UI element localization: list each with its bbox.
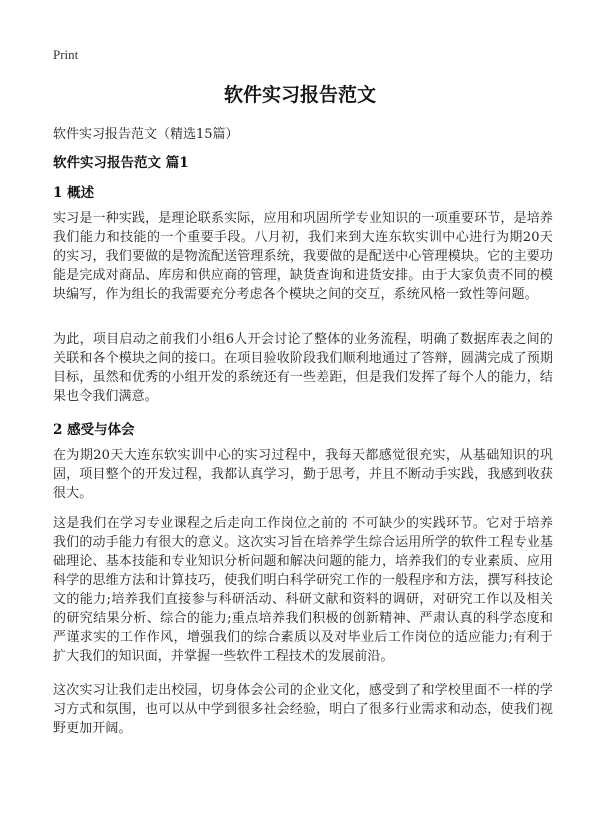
- section-title: 软件实习报告范文 篇1: [53, 155, 189, 171]
- paragraph-5: 这次实习让我们走出校园，切身体会公司的企业文化，感受到了和学校里面不一样的学习方式和氛围，也可以从中学到很多社会经验，明白了很多行业需求和动态，使我们视野更加开阔。: [53, 683, 553, 736]
- heading-experience: 2 感受与体会: [53, 422, 135, 438]
- paragraph-4: 这是我们在学习专业课程之后走向工作岗位之前的 不可缺少的实践环节。它对于培养我们的动手能力有很大的意义。这次实习旨在培养学生综合运用所学的软件工程专业基础理论、基本技能和专业知识分析问题和解决问题的能力，培养我们的专业素质、应用科学的思维方法和计算技巧，使我们明白科学研究工作的一般程序和方法，撰写科技论文的能力;培养我们直接参与科研活动、科研文献和资料的调研，对研究工作以及相关的研究结果分析、综合的能力;重点培养我们积极的创新精神、严肃认真的科学态度和严谨求实的工作作风，增强我们的综合素质以及对毕业后工作岗位的适应能力;有利于扩大我们的知识面，并掌握一些软件工程技术的发展前沿。: [53, 516, 553, 664]
- paragraph-2: 为此，项目启动之前我们小组6人开会讨论了整体的业务流程，明确了数据库表之间的关联和各个模块之间的接口。在项目验收阶段我们顺利地通过了答辩，圆满完成了预期目标，虽然和优秀的小组开发的系统还有一些差距，但是我们发挥了每个人的能力，结果也令我们满意。: [53, 332, 553, 404]
- paragraph-3: 在为期20天大连东软实训中心的实习过程中，我每天都感觉很充实，从基础知识的巩固，项目整个的开发过程，我都认真学习，勤于思考，并且不断动手实践，我感到收获很大。: [53, 448, 553, 501]
- page-title: 软件实习报告范文: [223, 84, 376, 106]
- print-link[interactable]: Print: [53, 47, 79, 62]
- paragraph-1: 实习是一种实践，是理论联系实际，应用和巩固所学专业知识的一项重要环节，是培养我们能力和技能的一个重要手段。八月初，我们来到大连东软实训中心进行为期20天的实习，我们要做的是物流配送管理系统，我要做的是配送中心管理模块。它的主要功能是完成对商品、库房和供应商的管理，缺货查询和进货安排。由于大家负责不同的模块编写，作为组长的我需要充分考虑各个模块之间的交互，系统风格一致性等问题。: [53, 211, 553, 302]
- heading-overview: 1 概述: [53, 185, 95, 201]
- document-subtitle: 软件实习报告范文（精选15篇）: [53, 127, 239, 142]
